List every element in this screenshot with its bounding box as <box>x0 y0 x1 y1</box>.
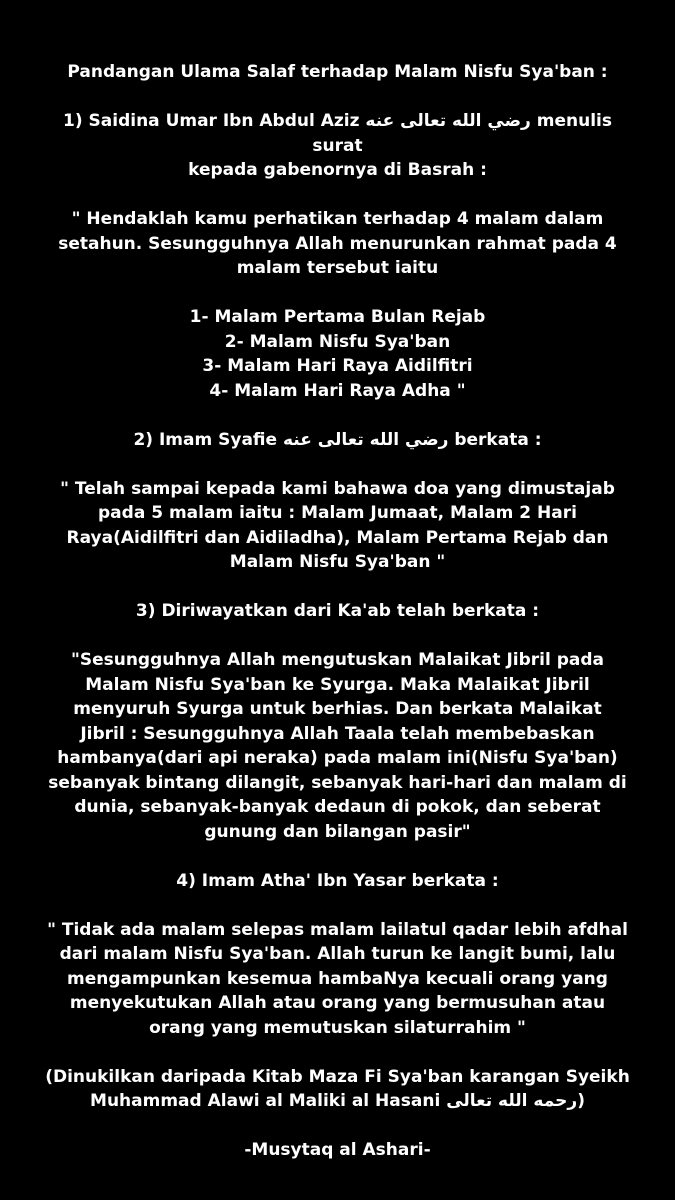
point2-heading: 2) Imam Syafie رضي الله تعالى عنه berkata : <box>133 429 542 450</box>
spacer <box>40 844 635 869</box>
author-signature: -Musytaq al Ashari- <box>244 1140 431 1160</box>
source-note: (Dinukilkan daripada Kitab Maza Fi Sya'ban karangan Syeikh Muhammad Alawi al Maliki al Hasani رحمه الله تعالى) <box>45 1066 630 1111</box>
spacer <box>40 452 635 477</box>
spacer <box>40 575 635 600</box>
point1-quote: " Hendaklah kamu perhatikan terhadap 4 malam dalam setahun. Sesungguhnya Allah menurunkan rahmat pada 4 malam tersebut iaitu <box>58 209 617 278</box>
point1-list-item: 4- Malam Hari Raya Adha " <box>209 380 466 401</box>
post-title: Pandangan Ulama Salaf terhadap Malam Nisfu Sya'ban : <box>67 62 608 82</box>
point1-list-item: 2- Malam Nisfu Sya'ban <box>224 331 451 352</box>
spacer <box>40 281 635 306</box>
spacer <box>40 85 635 110</box>
spacer <box>40 893 635 918</box>
point1-list-item: 3- Malam Hari Raya Aidilfitri <box>202 356 473 376</box>
spacer <box>40 403 635 428</box>
point3-quote: "Sesungguhnya Allah mengutuskan Malaikat Jibril pada Malam Nisfu Sya'ban ke Syurga. Maka Malaikat Jibril menyuruh Syurga untuk berhias. Dan berkata Malaikat Jibril : Sesungguhnya Allah Taala telah membebaskan hambanya(dari api neraka) pada malam ini(Nisfu Sya'ban) sebanyak bintang dilangit, sebanyak hari-hari dan malam di dunia, sebanyak-banyak dedaun di pokok, dan seberat gunung dan bilangan pasir" <box>48 650 627 842</box>
spacer <box>40 1114 635 1139</box>
point1-heading: 1) Saidina Umar Ibn Abdul Aziz رضي الله تعالى عنه menulis surat kepada gabenornya di Basrah : <box>63 111 612 180</box>
spacer <box>40 183 635 208</box>
point2-quote: " Telah sampai kepada kami bahawa doa yang dimustajab pada 5 malam iaitu : Malam Jumaat, Malam 2 Hari Raya(Aidilfitri dan Aidiladha), Malam Pertama Rejab dan Malam Nisfu Sya'ban " <box>60 478 615 572</box>
point4-heading: 4) Imam Atha' Ibn Yasar berkata : <box>176 870 499 891</box>
point4-quote: " Tidak ada malam selepas malam lailatul qadar lebih afdhal dari malam Nisfu Sya'ban. Allah turun ke langit bumi, lalu mengampunkan kesemua hambaNya kecuali orang yang menyekutukan Allah atau orang yang bermusuhan atau orang yang memutuskan silaturrahim " <box>47 919 628 1038</box>
point3-heading: 3) Diriwayatkan dari Ka'ab telah berkata : <box>135 601 540 621</box>
spacer <box>40 624 635 649</box>
point1-list-item: 1- Malam Pertama Bulan Rejab <box>189 307 486 327</box>
spacer <box>40 1040 635 1065</box>
